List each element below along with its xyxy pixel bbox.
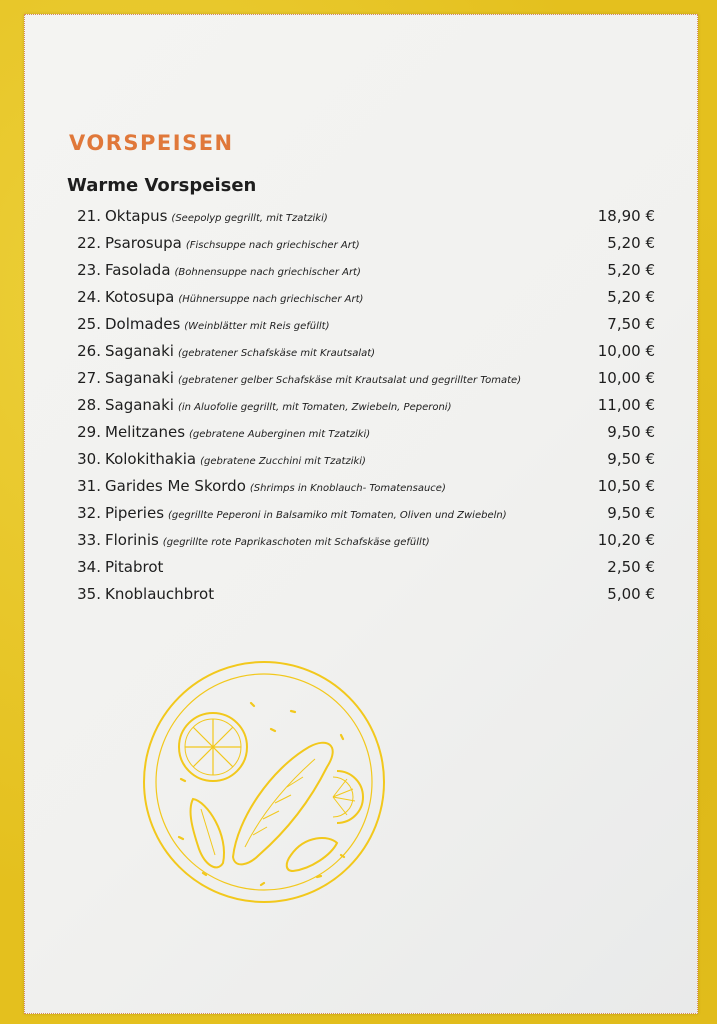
menu-item <box>61 365 655 392</box>
menu-item-price: 5,20 € <box>607 288 655 306</box>
menu-item-price: 9,50 € <box>607 423 655 441</box>
menu-item-name-wrap <box>105 500 507 529</box>
menu-list <box>61 203 655 608</box>
menu-item-price: 5,00 € <box>607 585 655 603</box>
menu-item-name: Psarosupa <box>105 234 182 252</box>
menu-item-name: Knoblauchbrot <box>105 585 215 603</box>
menu-item-name-wrap <box>105 311 330 340</box>
menu-item-price: 9,50 € <box>607 450 655 468</box>
menu-item-description: (gebratener gelber Schafskäse mit Krautsalat und gegrillter Tomate) <box>177 375 522 386</box>
menu-item-name-wrap <box>105 581 218 610</box>
menu-item-number: 26. <box>77 342 101 360</box>
menu-item-name-wrap <box>105 284 363 313</box>
menu-item-name-wrap <box>105 473 446 502</box>
menu-page <box>24 14 698 1014</box>
menu-item-number: 31. <box>77 477 101 495</box>
menu-item-name: Fasolada <box>105 261 171 279</box>
menu-item-name-wrap <box>105 446 366 475</box>
menu-item <box>61 392 655 419</box>
menu-item-name-wrap <box>105 338 375 367</box>
menu-item-price: 5,20 € <box>607 234 655 252</box>
menu-item-number: 24. <box>77 288 101 306</box>
menu-item-description: (Fischsuppe nach griechischer Art) <box>185 240 360 251</box>
menu-item-name: Melitzanes <box>105 423 186 441</box>
menu-item-price: 9,50 € <box>607 504 655 522</box>
menu-item-name: Saganaki <box>105 396 174 414</box>
menu-item <box>61 311 655 338</box>
menu-item-name-wrap <box>105 203 328 232</box>
menu-item-price: 11,00 € <box>597 396 655 414</box>
menu-item-description: (Weinblätter mit Reis gefüllt) <box>184 321 330 332</box>
menu-item-name: Kolokithakia <box>105 450 197 468</box>
menu-item <box>61 554 655 581</box>
menu-item-description: (Seepolyp gegrillt, mit Tzatziki) <box>171 213 328 224</box>
menu-item-number: 35. <box>77 585 101 603</box>
menu-item-description: (Hühnersuppe nach griechischer Art) <box>178 294 364 305</box>
menu-item-price: 2,50 € <box>607 558 655 576</box>
menu-item <box>61 473 655 500</box>
menu-item-name: Saganaki <box>105 369 174 387</box>
menu-item-description: (gegrillte rote Paprikaschoten mit Schafskäse gefüllt) <box>162 537 430 548</box>
menu-item-description: (Bohnensuppe nach griechischer Art) <box>174 267 361 278</box>
menu-item-number: 22. <box>77 234 101 252</box>
menu-item-number: 30. <box>77 450 101 468</box>
menu-item-price: 10,20 € <box>597 531 655 549</box>
menu-item <box>61 284 655 311</box>
menu-item-number: 23. <box>77 261 101 279</box>
menu-item-price: 5,20 € <box>607 261 655 279</box>
menu-item-description: (gegrillte Peperoni in Balsamiko mit Tomaten, Oliven und Zwiebeln) <box>168 510 507 521</box>
menu-item-name: Florinis <box>105 531 159 549</box>
menu-item-name-wrap <box>105 230 360 259</box>
menu-item-number: 25. <box>77 315 101 333</box>
menu-item <box>61 230 655 257</box>
menu-item-number: 27. <box>77 369 101 387</box>
menu-item-number: 29. <box>77 423 101 441</box>
menu-item-name: Garides Me Skordo <box>105 477 246 495</box>
menu-item-price: 10,00 € <box>597 369 655 387</box>
menu-item-price: 10,00 € <box>597 342 655 360</box>
menu-item <box>61 500 655 527</box>
menu-item-description: (gebratene Zucchini mit Tzatziki) <box>200 456 366 467</box>
menu-item-name: Kotosupa <box>105 288 175 306</box>
menu-item-number: 21. <box>77 207 101 225</box>
menu-item-description: (in Aluofolie gegrillt, mit Tomaten, Zwiebeln, Peperoni) <box>177 402 452 413</box>
menu-item-price: 10,50 € <box>597 477 655 495</box>
menu-item-name-wrap <box>105 365 521 394</box>
menu-item <box>61 527 655 554</box>
menu-item-description: (Shrimps in Knoblauch- Tomatensauce) <box>249 483 446 494</box>
menu-item-name-wrap <box>105 554 167 583</box>
section-title: VORSPEISEN <box>69 131 234 155</box>
menu-item <box>61 257 655 284</box>
menu-item-name: Oktapus <box>105 207 168 225</box>
menu-item-name: Saganaki <box>105 342 174 360</box>
menu-item-number: 32. <box>77 504 101 522</box>
menu-item <box>61 446 655 473</box>
menu-item-name: Piperies <box>105 504 165 522</box>
menu-item-name-wrap <box>105 257 361 286</box>
menu-item <box>61 581 655 608</box>
menu-item-number: 34. <box>77 558 101 576</box>
menu-item-price: 7,50 € <box>607 315 655 333</box>
menu-item-name-wrap <box>105 527 430 556</box>
menu-item-number: 33. <box>77 531 101 549</box>
menu-item-name: Pitabrot <box>105 558 164 576</box>
menu-item-description: (gebratener Schafskäse mit Krautsalat) <box>177 348 376 359</box>
menu-item-number: 28. <box>77 396 101 414</box>
menu-item <box>61 338 655 365</box>
menu-item-price: 18,90 € <box>597 207 655 225</box>
menu-item-name-wrap <box>105 392 451 421</box>
plate-with-fish-and-lemon-icon <box>141 659 387 905</box>
menu-item-name: Dolmades <box>105 315 181 333</box>
menu-item-description: (gebratene Auberginen mit Tzatziki) <box>189 429 371 440</box>
menu-item <box>61 203 655 230</box>
menu-item-name-wrap <box>105 419 370 448</box>
subsection-title: Warme Vorspeisen <box>67 175 257 196</box>
menu-item <box>61 419 655 446</box>
